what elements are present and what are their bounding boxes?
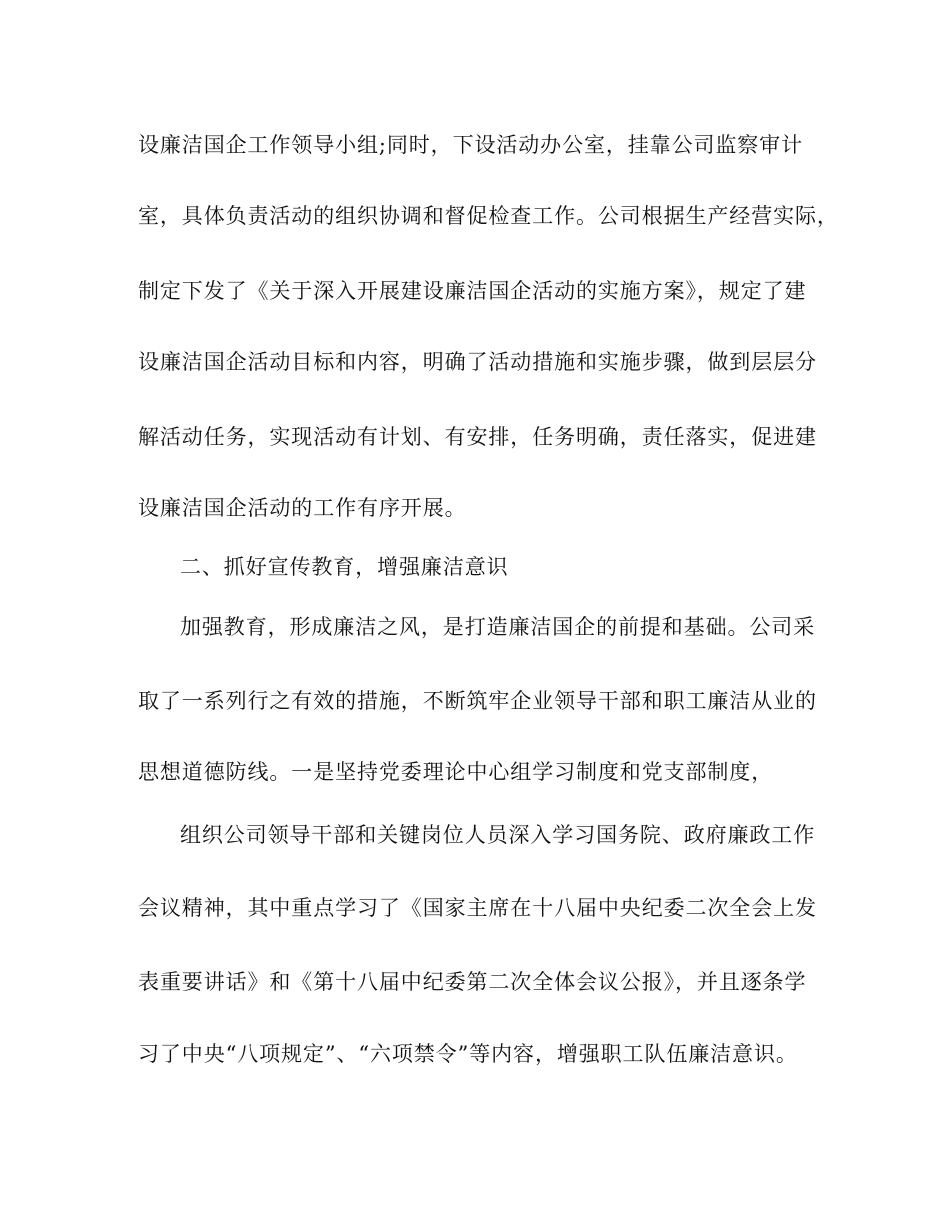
paragraph-line: 制定下发了《关于深入开展建设廉洁国企活动的实施方案》，规定了建 xyxy=(138,279,807,303)
paragraph-line: 习了中央“八项规定”、“六项禁令”等内容，增强职工队伍廉洁意识。 xyxy=(138,1042,798,1066)
paragraph-line: 思想道德防线。一是坚持党委理论中心组学习制度和党支部制度， xyxy=(138,760,774,784)
paragraph-line: 组织公司领导干部和关键岗位人员深入学习国务院、政府廉政工作 xyxy=(180,823,816,847)
paragraph-line: 设廉洁国企活动目标和内容，明确了活动措施和实施步骤，做到层层分 xyxy=(138,350,817,374)
paragraph-line: 表重要讲话》和《第十八届中纪委第二次全体会议公报》，并且逐条学 xyxy=(138,970,807,994)
paragraph-line: 取了一系列行之有效的措施，不断筑牢企业领导干部和职工廉洁从业的 xyxy=(138,689,817,713)
section-heading: 二、抓好宣传教育，增强廉洁意识 xyxy=(180,555,509,579)
paragraph-line: 会议精神，其中重点学习了《国家主席在十八届中央纪委二次全会上发 xyxy=(138,896,817,920)
paragraph-line: 解活动任务，实现活动有计划、有安排，任务明确，责任落实，促进建 xyxy=(138,425,817,449)
paragraph-line: 加强教育，形成廉洁之风，是打造廉洁国企的前提和基础。公司采 xyxy=(180,615,816,639)
paragraph-line: 设廉洁国企活动的工作有序开展。 xyxy=(138,496,467,520)
paragraph-line: 室，具体负责活动的组织协调和督促检查工作。公司根据生产经营实际， xyxy=(138,204,839,228)
paragraph-line: 设廉洁国企工作领导小组;同时，下设活动办公室，挂靠公司监察审计 xyxy=(138,133,803,157)
